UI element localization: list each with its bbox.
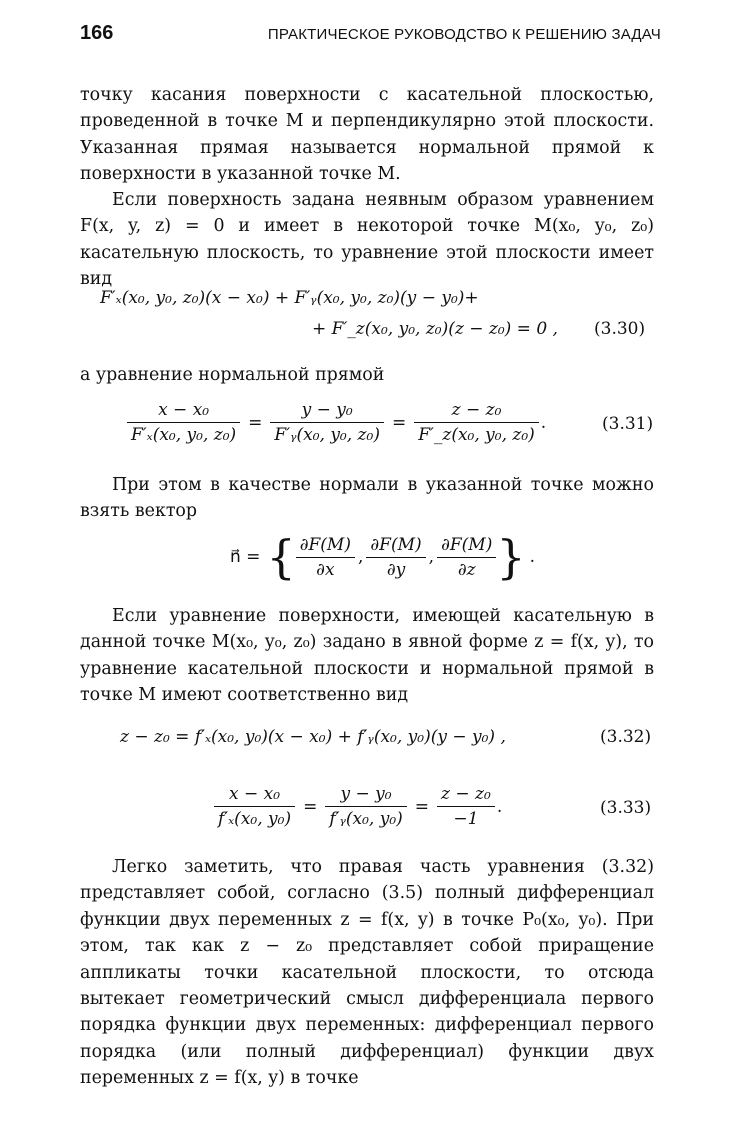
equation-number-3-32: (3.32): [600, 727, 652, 747]
paragraph-4: При этом в качестве нормали в указанной точке можно взять вектор: [80, 475, 654, 522]
numerator: x − x₀: [127, 400, 240, 423]
numerator: y − y₀: [270, 400, 384, 423]
denominator: F′_z(x₀, y₀, z₀): [418, 425, 535, 445]
equation-number-3-30: (3.30): [594, 319, 646, 339]
numerator: ∂F(M): [366, 535, 425, 558]
fraction: [270, 400, 384, 445]
fraction: [414, 400, 539, 445]
denominator: ∂z: [457, 559, 476, 580]
left-brace: {: [266, 530, 296, 584]
equation-3-32: z − z₀ = f′ₓ(x₀, y₀)(x − x₀) + f′ᵧ(x₀, y₀)(y − y₀) ,: [120, 727, 506, 747]
numerator: x − x₀: [214, 784, 295, 807]
right-brace: }: [496, 530, 526, 584]
denominator: ∂y: [386, 559, 406, 580]
running-title: ПРАКТИЧЕСКОЕ РУКОВОДСТВО К РЕШЕНИЮ ЗАДАЧ: [267, 26, 661, 43]
denominator: f′ᵧ(x₀, y₀): [329, 809, 403, 829]
denominator: f′ₓ(x₀, y₀): [218, 809, 292, 829]
denominator: −1: [453, 809, 479, 829]
fraction: [296, 535, 355, 580]
numerator: y − y₀: [325, 784, 406, 807]
equation-3-30-line-2: + F′_z(x₀, y₀, z₀)(z − z₀) = 0 ,: [312, 319, 558, 339]
numerator: z − z₀: [437, 784, 495, 807]
equation-3-31: $\frac{\text{x − x₀}}{\text{F′ₓ(x₀, y₀, z₀)}}$ = $\frac{\text{y − y₀}}{\text{F′ᵧ(x₀, y₀, z₀)}}$ = $\frac{\text{z − z₀}}{\text{F′\_z(x₀, y₀, z₀)}}$ .: [127, 400, 548, 445]
paragraph-1: точку касания поверхности с касательной плоскостью, проведенной в точке M и перпендикулярно этой плоскости. Указанная прямая называется нормальной прямой к поверхности в указанной точке M.: [80, 85, 654, 185]
equation-3-30-line-1: F′ₓ(x₀, y₀, z₀)(x − x₀) + F′ᵧ(x₀, y₀, z₀)(y − y₀)+: [100, 288, 479, 308]
equation-3-33: $\frac{\text{x − x₀}}{\text{f′ₓ(x₀, y₀)}}$ = $\frac{\text{y − y₀}}{\text{f′ᵧ(x₀, y₀)}}$ = $\frac{\text{z − z₀}}{-1}$ .: [214, 784, 504, 829]
paragraph-5: Если уравнение поверхности, имеющей касательную в данной точке M(x₀, y₀, z₀) задано в явной форме z = f(x, y), то уравнение касательной плоскости и нормальной прямой в точке M имеют соответственно вид: [80, 606, 654, 706]
fraction: [366, 535, 425, 580]
denominator: F′ₓ(x₀, y₀, z₀): [131, 425, 237, 445]
fraction: [214, 784, 295, 829]
normal-vector-equation: n⃗ = { $\frac{\partial F(M)}{\partial x}$ , $\frac{\partial F(M)}{\partial y}$ , $\frac{\partial F(M)}{\partial z}$ } .: [230, 530, 536, 584]
paragraph-2: Если поверхность задана неявным образом уравнением F(x, y, z) = 0 и имеет в некоторой точке M(x₀, y₀, z₀) касательную плоскость, то уравнение этой плоскости имеет вид: [80, 190, 654, 290]
fraction: [437, 535, 496, 580]
denominator: F′ᵧ(x₀, y₀, z₀): [274, 425, 380, 445]
numerator: ∂F(M): [437, 535, 496, 558]
page-number: 166: [80, 22, 114, 44]
paragraph-6: Легко заметить, что правая часть уравнения (3.32) представляет собой, согласно (3.5) полный дифференциал функции двух переменных z = f(x, y) в точке P₀(x₀, y₀). При этом, так как z − z₀ представляет собой приращение аппликаты точки касательной плоскости, то отсюда вытекает геометрический смысл дифференциала первого порядка функции двух переменных: дифференциал первого порядка (или полный дифференциал) функции двух переменных z = f(x, y) в точке: [80, 857, 654, 1089]
numerator: ∂F(M): [296, 535, 355, 558]
denominator: ∂x: [316, 559, 335, 580]
equation-number-3-33: (3.33): [600, 798, 652, 818]
fraction: [127, 400, 240, 445]
vector-n: n⃗ =: [230, 547, 261, 567]
equation-number-3-31: (3.31): [602, 414, 654, 434]
numerator: z − z₀: [414, 400, 539, 423]
paragraph-3: а уравнение нормальной прямой: [80, 365, 385, 385]
fraction: [437, 784, 495, 829]
fraction: [325, 784, 406, 829]
